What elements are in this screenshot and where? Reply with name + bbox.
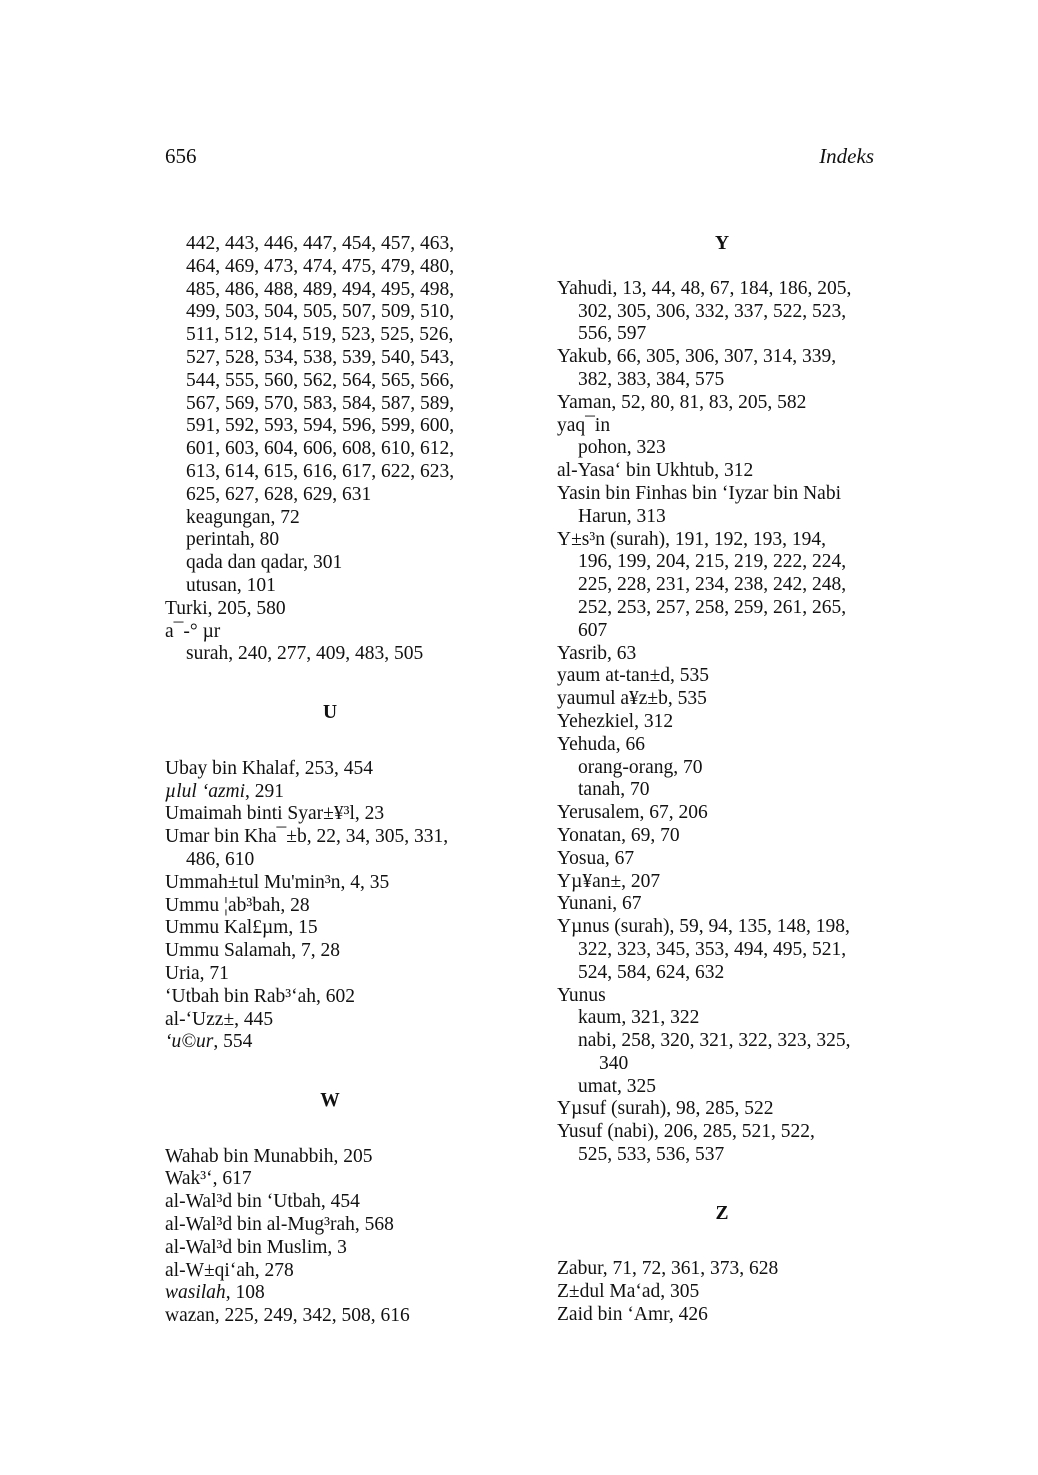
index-subentry: tanah, 70 xyxy=(578,779,650,801)
index-column-left xyxy=(165,233,495,1328)
continued-page-numbers: 625, 627, 628, 629, 631 xyxy=(186,483,372,505)
index-entry: wazan, 225, 249, 342, 508, 616 xyxy=(165,1305,410,1327)
continued-page-numbers: 613, 614, 615, 616, 617, 622, 623, xyxy=(186,460,455,482)
index-entry: Yµnus (surah), 59, 94, 135, 148, 198, xyxy=(557,916,850,938)
index-entry: al-Wal³d bin Muslim, 3 xyxy=(165,1236,347,1258)
continued-page-numbers: 591, 592, 593, 594, 596, 599, 600, xyxy=(186,415,455,437)
index-entry: a¯-° µr xyxy=(165,620,221,642)
index-entry-continuation: 524, 584, 624, 632 xyxy=(578,961,725,983)
section-letter-y: Y xyxy=(714,233,730,254)
index-entry-continuation: 196, 199, 204, 215, 219, 222, 224, xyxy=(578,551,847,573)
index-entry: al-W±qi‘ah, 278 xyxy=(165,1259,294,1281)
index-entry: Y±s³n (surah), 191, 192, 193, 194, xyxy=(557,528,826,550)
index-entry-continuation: 382, 383, 384, 575 xyxy=(578,368,725,390)
index-entry-continuation: 486, 610 xyxy=(186,848,255,870)
index-entry xyxy=(165,1031,495,1054)
section-letter-z: Z xyxy=(715,1202,729,1224)
index-term-italic: ‘u©ur xyxy=(165,1031,214,1053)
continued-page-numbers: 527, 528, 534, 538, 539, 540, 543, xyxy=(186,346,455,368)
index-entry: Yasrib, 63 xyxy=(557,642,637,664)
continued-page-numbers: 544, 555, 560, 562, 564, 565, 566, xyxy=(186,369,455,391)
index-entry: Yµ¥an±, 207 xyxy=(557,870,661,892)
index-entry: al-Wal³d bin ‘Utbah, 454 xyxy=(165,1191,360,1213)
index-subentry: perintah, 80 xyxy=(186,529,280,551)
running-title: Indeks xyxy=(819,144,874,168)
index-subentry: pohon, 323 xyxy=(578,437,666,459)
index-entry: Yerusalem, 67, 206 xyxy=(557,802,708,824)
page-number: 656 xyxy=(165,144,197,168)
index-entry: Umar bin Kha¯±b, 22, 34, 305, 331, xyxy=(165,826,449,848)
index-entry: Yasin bin Finhas bin ‘Iyzar bin Nabi xyxy=(557,482,841,504)
index-entry: Wak³‘, 617 xyxy=(165,1168,252,1190)
index-entry: al-Wal³d bin al-Mug³rah, 568 xyxy=(165,1214,394,1236)
index-entry: Yunani, 67 xyxy=(557,893,642,915)
index-entry: Wahab bin Munabbih, 205 xyxy=(165,1145,373,1167)
index-entry-continuation: 225, 228, 231, 234, 238, 242, 248, xyxy=(578,574,847,596)
index-entry: yaum at-tan±d, 535 xyxy=(557,665,710,687)
index-pages: , 108 xyxy=(225,1282,265,1304)
index-subentry: kaum, 321, 322 xyxy=(578,1007,700,1029)
index-entry: Uria, 71 xyxy=(165,962,229,984)
index-entry-continuation: 525, 533, 536, 537 xyxy=(578,1144,725,1166)
continued-page-numbers: 511, 512, 514, 519, 523, 525, 526, xyxy=(186,324,454,346)
index-entry: Zabur, 71, 72, 361, 373, 628 xyxy=(557,1258,779,1280)
index-pages: , 291 xyxy=(245,780,285,802)
continued-page-numbers: 499, 503, 504, 505, 507, 509, 510, xyxy=(186,301,455,323)
index-entry: Ummu Salamah, 7, 28 xyxy=(165,940,340,962)
continued-page-numbers: 464, 469, 473, 474, 475, 479, 480, xyxy=(186,255,455,277)
index-entry: Z±dul Ma‘ad, 305 xyxy=(557,1281,700,1303)
section-letter-w: W xyxy=(320,1089,340,1111)
continued-page-numbers: 485, 486, 488, 489, 494, 495, 498, xyxy=(186,278,455,300)
index-entry-continuation: Harun, 313 xyxy=(578,505,666,527)
index-column-right xyxy=(557,233,887,1327)
index-entry-continuation: 302, 305, 306, 332, 337, 522, 523, xyxy=(578,300,847,322)
index-term-italic: wasilah xyxy=(165,1282,226,1304)
index-entry: Ummah±tul Mu'min³n, 4, 35 xyxy=(165,871,390,893)
index-entry-continuation: 252, 253, 257, 258, 259, 261, 265, xyxy=(578,596,847,618)
index-entry: al-Yasa‘ bin Ukhtub, 312 xyxy=(557,460,754,482)
section-letter-u: U xyxy=(322,701,338,723)
index-entry: Yaman, 52, 80, 81, 83, 205, 582 xyxy=(557,391,807,413)
index-subentry: utusan, 101 xyxy=(186,574,276,596)
index-entry-continuation: 556, 597 xyxy=(578,323,647,345)
index-pages: , 554 xyxy=(213,1031,253,1053)
index-entry: Yahudi, 13, 44, 48, 67, 184, 186, 205, xyxy=(557,277,852,299)
index-entry: yaumul a¥z±b, 535 xyxy=(557,688,707,710)
index-entry: Yµsuf (surah), 98, 285, 522 xyxy=(557,1098,774,1120)
index-subentry: nabi, 258, 320, 321, 322, 323, 325, xyxy=(578,1030,851,1052)
index-entry: Zaid bin ‘Amr, 426 xyxy=(557,1304,708,1326)
index-entry: Yakub, 66, 305, 306, 307, 314, 339, xyxy=(557,346,837,368)
index-entry-continuation: 340 xyxy=(599,1052,629,1074)
index-entry: Yehuda, 66 xyxy=(557,733,645,755)
index-entry: Turki, 205, 580 xyxy=(165,597,286,619)
index-entry: ‘Utbah bin Rab³‘ah, 602 xyxy=(165,985,355,1007)
continued-page-numbers: 442, 443, 446, 447, 454, 457, 463, xyxy=(186,233,455,254)
continued-page-numbers: 567, 569, 570, 583, 584, 587, 589, xyxy=(186,392,455,414)
index-entry xyxy=(165,1282,495,1305)
index-entry: al-‘Uzz±, 445 xyxy=(165,1008,274,1030)
index-entry: Umaimah binti Syar±¥³l, 23 xyxy=(165,803,385,825)
index-subentry: qada dan qadar, 301 xyxy=(186,552,343,574)
index-entry: Ubay bin Khalaf, 253, 454 xyxy=(165,757,373,779)
index-term-italic: µlul ‘azmi xyxy=(165,780,246,802)
index-entry: Yosua, 67 xyxy=(557,847,635,869)
index-entry-continuation: 322, 323, 345, 353, 494, 495, 521, xyxy=(578,938,847,960)
index-entry-continuation: 607 xyxy=(578,619,608,641)
index-entry: Ummu Kal£µm, 15 xyxy=(165,917,318,939)
index-entry: Ummu ¦ab³bah, 28 xyxy=(165,894,310,916)
index-subentry: umat, 325 xyxy=(578,1075,656,1097)
index-entry: Yunus xyxy=(557,984,606,1006)
index-entry: yaq¯in xyxy=(557,414,611,436)
continued-page-numbers: 601, 603, 604, 606, 608, 610, 612, xyxy=(186,438,455,460)
index-entry: Yusuf (nabi), 206, 285, 521, 522, xyxy=(557,1121,815,1143)
index-entry xyxy=(165,781,495,804)
index-subentry: keagungan, 72 xyxy=(186,506,300,528)
index-subentry: surah, 240, 277, 409, 483, 505 xyxy=(186,643,424,665)
index-subentry: orang-orang, 70 xyxy=(578,756,703,778)
index-entry: Yonatan, 69, 70 xyxy=(557,824,680,846)
index-entry: Yehezkiel, 312 xyxy=(557,710,674,732)
